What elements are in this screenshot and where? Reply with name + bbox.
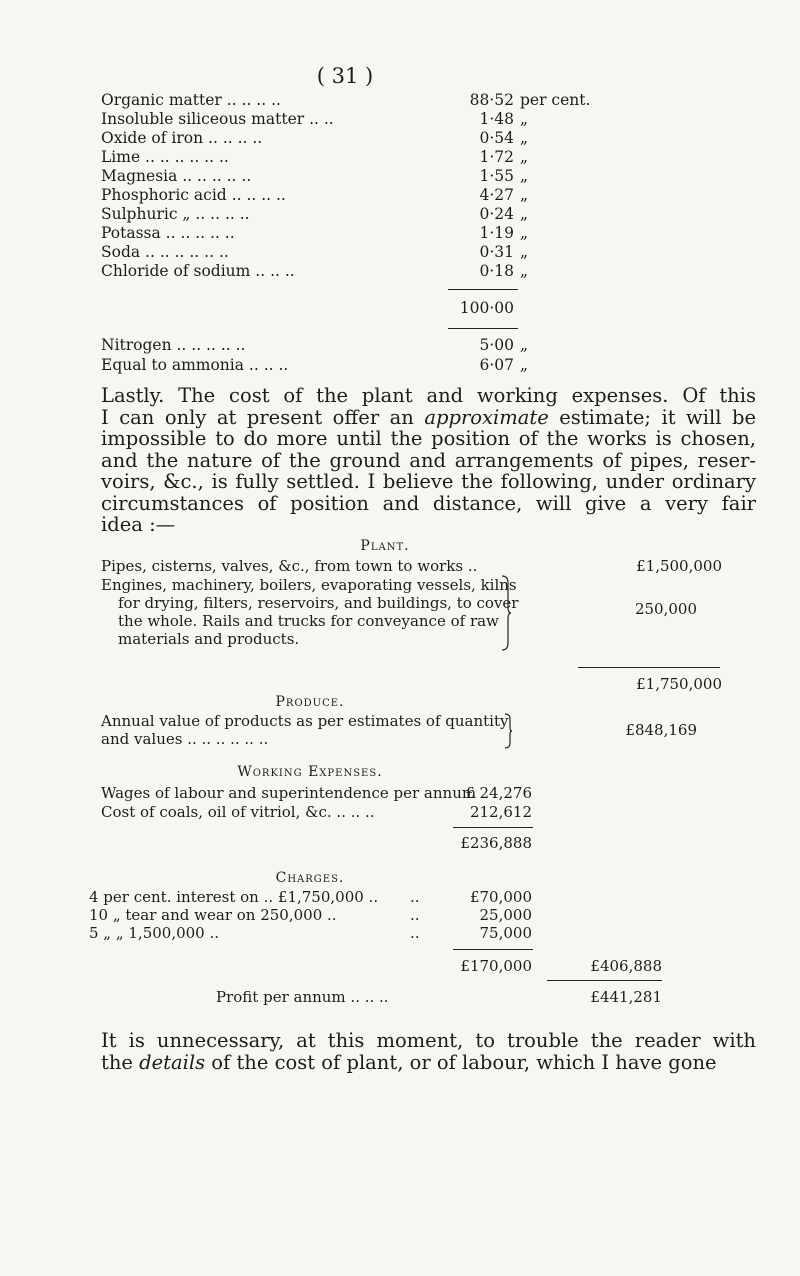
charges-heading: Charges.: [275, 870, 345, 886]
text-run: of the cost of plant, or of labour, which I have gone: [205, 1050, 717, 1074]
comp-unit: „: [520, 224, 529, 242]
comp-label: Potassa .. .. .. .. ..: [101, 224, 235, 242]
plant-row-value: 250,000: [634, 600, 697, 618]
comp-value: 6·07: [479, 356, 514, 374]
working-row-label: Wages of labour and superintendence per annum: [101, 784, 477, 802]
comp-unit: „: [520, 129, 529, 147]
closing-paragraph: [101, 1030, 756, 1073]
comp-value: 1·48: [479, 110, 514, 128]
plant-total: £1,750,000: [636, 675, 722, 693]
paragraph-line: [101, 1052, 756, 1074]
comp-label: Phosphoric acid .. .. .. ..: [101, 186, 286, 204]
plant-heading: Plant.: [360, 538, 410, 554]
plant-row-label: for drying, filters, reservoirs, and buildings, to cover: [118, 594, 519, 612]
rule: [453, 949, 533, 950]
comp-label: Oxide of iron .. .. .. ..: [101, 129, 263, 147]
emphasis: approximate: [424, 405, 549, 429]
comp-unit: „: [520, 262, 529, 280]
working-row-label: Cost of coals, oil of vitriol, &c. .. .. ..: [101, 803, 375, 821]
comp-value: 0·54: [479, 129, 514, 147]
plant-row-label: Engines, machinery, boilers, evaporating vessels, kilns: [101, 576, 517, 594]
comp-label: Soda .. .. .. .. .. ..: [101, 243, 229, 261]
paragraph-line: impossible to do more until the position of the works is chosen,: [101, 427, 756, 450]
brace-icon: [503, 713, 513, 749]
rule: [448, 289, 518, 290]
paragraph-line: It is unnecessary, at this moment, to trouble the reader with: [101, 1029, 756, 1052]
comp-unit: „: [520, 167, 529, 185]
comp-value: 5·00: [479, 336, 514, 354]
charges-row-label: 4 per cent. interest on .. £1,750,000 ..: [89, 888, 379, 906]
charges-row-label: 5 „ „ 1,500,000 ..: [89, 924, 220, 942]
charges-dots: ..: [410, 906, 420, 924]
rule: [453, 827, 533, 828]
text-run: the: [101, 1050, 140, 1074]
paragraph-line: Lastly. The cost of the plant and working expenses. Of this: [101, 384, 756, 407]
paragraph-line: idea :—: [101, 513, 176, 536]
comp-value: 1·19: [479, 224, 514, 242]
comp-unit: per cent.: [520, 91, 591, 109]
comp-value: 0·18: [479, 262, 514, 280]
comp-value: 4·27: [479, 186, 514, 204]
plant-row-label: materials and products.: [118, 630, 300, 648]
working-heading: Working Expenses.: [237, 764, 383, 780]
plant-row-label: Pipes, cisterns, valves, &c., from town to works ..: [101, 557, 478, 575]
produce-label: Annual value of products as per estimates of quantity: [101, 712, 509, 730]
comp-label: Magnesia .. .. .. .. ..: [101, 167, 252, 185]
working-row-value: 212,612: [469, 803, 532, 821]
comp-value: 0·24: [479, 205, 514, 223]
comp-value: 1·72: [479, 148, 514, 166]
comp-label: Equal to ammonia .. .. ..: [101, 356, 289, 374]
charges-total: £170,000: [460, 957, 532, 975]
page-number: ( 31 ): [316, 64, 374, 88]
text-run: I can only at present offer an: [101, 405, 425, 429]
comp-value: 1·55: [479, 167, 514, 185]
rule: [547, 980, 662, 981]
profit-label: Profit per annum .. .. ..: [216, 988, 389, 1006]
comp-total: 100·00: [459, 299, 514, 317]
working-total: £236,888: [460, 834, 532, 852]
comp-unit: „: [520, 243, 529, 261]
comp-unit: „: [520, 186, 529, 204]
paragraph-line: circumstances of position and distance, will give a very fair: [101, 491, 756, 515]
produce-label: and values .. .. .. .. .. ..: [101, 730, 269, 748]
text-run: estimate; it will be: [548, 405, 756, 429]
profit-value: £441,281: [590, 988, 662, 1006]
comp-label: Sulphuric „ .. .. .. ..: [101, 205, 250, 223]
charges-row-label: 10 „ tear and wear on 250,000 ..: [89, 906, 337, 924]
comp-unit: „: [520, 356, 529, 374]
rule: [578, 667, 720, 668]
plant-row-label: the whole. Rails and trucks for conveyance of raw: [118, 612, 499, 630]
comp-unit: „: [520, 148, 529, 166]
produce-value: £848,169: [625, 721, 697, 739]
paragraph: [101, 385, 756, 536]
comp-unit: „: [520, 336, 529, 354]
charges-row-value: £70,000: [469, 888, 532, 906]
charges-row-value: 75,000: [479, 924, 532, 942]
emphasis: details: [139, 1050, 206, 1074]
comp-unit: „: [520, 205, 529, 223]
comp-label: Insoluble siliceous matter .. ..: [101, 110, 334, 128]
plant-row-value: £1,500,000: [636, 557, 722, 575]
working-row-value: £ 24,276: [465, 784, 532, 802]
comp-label: Chloride of sodium .. .. ..: [101, 262, 295, 280]
comp-label: Organic matter .. .. .. ..: [101, 91, 281, 109]
charges-dots: ..: [410, 888, 420, 906]
comp-unit: „: [520, 110, 529, 128]
comp-value: 88·52: [469, 91, 514, 109]
charges-dots: ..: [410, 924, 420, 942]
paragraph-line: and the nature of the ground and arrangements of pipes, reser-: [101, 448, 756, 472]
comp-label: Nitrogen .. .. .. .. ..: [101, 336, 246, 354]
charges-row-value: 25,000: [479, 906, 532, 924]
rule: [448, 328, 518, 329]
comp-value: 0·31: [479, 243, 514, 261]
comp-label: Lime .. .. .. .. .. ..: [101, 148, 229, 166]
paragraph-line: [101, 407, 756, 429]
produce-heading: Produce.: [275, 694, 345, 710]
brace-icon: [500, 575, 512, 651]
paragraph-line: voirs, &c., is fully settled. I believe the following, under ordinary: [101, 470, 756, 493]
charges-grand-total: £406,888: [590, 957, 662, 975]
